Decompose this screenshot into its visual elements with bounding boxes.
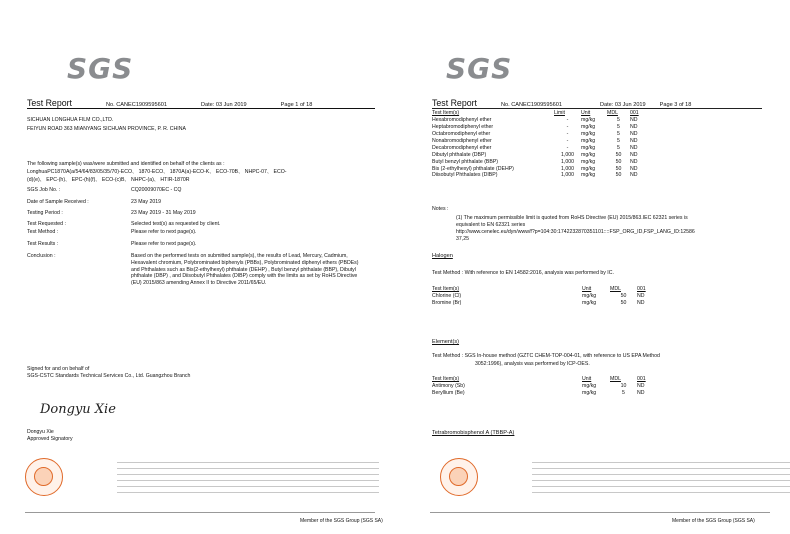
fine-print [117, 480, 379, 483]
cell: 50 [620, 300, 627, 307]
info-label: Test Requested : [27, 221, 66, 227]
testing-seal-icon [440, 458, 478, 496]
cell: 5 [622, 390, 625, 397]
report-title: Test Report [27, 98, 72, 108]
cell: Heptabromodiphenyl ether [432, 124, 494, 131]
cell: ND [637, 293, 645, 300]
cell: 50 [615, 165, 622, 172]
cell: mg/kg [582, 390, 597, 397]
cell: ND [630, 172, 638, 179]
page-header [27, 98, 375, 108]
cell: 50 [620, 293, 627, 300]
cell: mg/kg [582, 383, 597, 390]
cell: ND [630, 158, 638, 165]
col-header: 001 [637, 286, 646, 293]
col-header: Test Item(s) [432, 376, 460, 383]
note-line: 37,25 [456, 236, 469, 242]
fine-print [532, 474, 790, 477]
cell: mg/kg [581, 131, 596, 138]
legal-footer [440, 458, 790, 498]
report-title: Test Report [432, 98, 477, 108]
note-line: http://www.cenelec.eu/dyn/www/f?p=104:30:1742232870351101::::FSP_ORG_ID,FSP_LANG_ID:12586 [456, 229, 695, 235]
table-header-row [432, 110, 662, 117]
fine-print [117, 492, 379, 495]
fine-print [117, 468, 379, 471]
cell: - [566, 131, 569, 138]
cell: ND [630, 117, 638, 124]
info-value: Selected test(s) as requested by client. [131, 221, 221, 227]
element-table [432, 376, 667, 397]
header-rule [432, 108, 762, 109]
cell: ND [630, 165, 638, 172]
col-header: MDL [607, 110, 618, 117]
table-row [432, 383, 667, 390]
signer-title: Approved Signatory [27, 436, 73, 442]
page-number: Page 1 of 18 [280, 102, 313, 108]
fine-print [532, 492, 790, 495]
tbbpa-title: Tetrabromobisphenol A (TBBP-A) [432, 430, 515, 436]
report-date: Date: 03 Jun 2019 [599, 102, 646, 108]
info-label: Testing Period : [27, 210, 63, 216]
cell: mg/kg [581, 158, 596, 165]
col-header: 001 [630, 110, 639, 117]
col-header: Limit [554, 110, 565, 117]
testing-seal-icon [25, 458, 63, 496]
cell: mg/kg [582, 293, 597, 300]
fine-print [532, 480, 790, 483]
cell: Hexabromodiphenyl ether [432, 117, 492, 124]
table-row [432, 165, 662, 172]
notes-label: Notes : [432, 206, 449, 212]
halogen-method: Test Method : With reference to EN 14582:2016, analysis was performed by IC. [432, 270, 614, 276]
member-text: Member of the SGS Group (SGS SA) [672, 518, 755, 524]
cell: 5 [617, 144, 620, 151]
cell: Beryllium (Be) [432, 390, 465, 397]
signature: Dongyu Xie [40, 402, 116, 417]
cell: - [566, 117, 569, 124]
col-header: Unit [581, 110, 591, 117]
sgs-logo: SGS [67, 52, 134, 85]
table-row [432, 158, 662, 165]
col-header: MDL [610, 286, 621, 293]
table-row [432, 390, 667, 397]
note-line: (1) The maximum permissible limit is quoted from RoHS Directive (EU) 2015/863.IEC 62321 series is [456, 215, 688, 221]
info-value: Please refer to next page(s). [131, 241, 197, 247]
cell: Antimony (Sb) [432, 383, 465, 390]
samples-line-1: LonghuaPC1870A(a/54/64/83/05/35/70)-ECO、 1870-ECO、 1870A(a)-ECO-K、 ECO-70B、 NHPC-07、 ECO- [27, 169, 287, 175]
page-header [432, 98, 762, 108]
fine-print [117, 486, 379, 489]
samples-line-2: (d)(e)、 EPC-(h)、 EPC-(h)(f)、 ECO-(c)B、 NHPC-(a)、 HTIR-1870R [27, 177, 190, 183]
table-row [432, 124, 662, 131]
col-header: Test Item(s) [432, 110, 460, 117]
signer-name: Dongyu Xie [27, 429, 54, 435]
info-label: Test Method : [27, 229, 59, 235]
info-value: 23 May 2019 - 31 May 2019 [131, 210, 196, 216]
cell: 5 [617, 131, 620, 138]
footer-rule [25, 512, 375, 513]
table-row [432, 300, 667, 307]
cell: 50 [615, 172, 622, 179]
cell: 50 [615, 158, 622, 165]
cell: ND [637, 383, 645, 390]
cell: ND [630, 151, 638, 158]
cell: 5 [617, 117, 620, 124]
cell: 10 [620, 383, 627, 390]
company-name: SICHUAN LONGHUA FILM CO.,LTD. [27, 117, 114, 123]
cell: mg/kg [581, 117, 596, 124]
cell: 1,000 [561, 165, 574, 172]
table-header-row [432, 376, 667, 383]
note-line: equivalent to EN 62321 series [456, 222, 526, 228]
fine-print [532, 462, 790, 465]
cell: - [566, 138, 569, 144]
table-row [432, 144, 662, 151]
info-value: CQ20009070EC - CQ [131, 187, 182, 193]
col-header: Unit [582, 286, 592, 293]
info-label: SGS Job No. : [27, 187, 61, 193]
fine-print [117, 462, 379, 465]
col-header: Test Item(s) [432, 286, 460, 293]
cell: Butyl benzyl phthalate (BBP) [432, 158, 499, 165]
cell: ND [630, 131, 638, 138]
table-row [432, 293, 667, 300]
conclusion-text: Based on the performed tests on submitted sample(s), the results of Lead, Mercury, Cadmium, Hexavalent chromium, Polybrominated biphenyls (PBBs), Polybrominated diphenyl ethers (PBDEs) and Phthalates such as Bis(2-ethylhexyl) phthalate (DEHP) , Butyl benzyl phthalate (BBP), Dibutyl phthalate (DBP) , and Diisobutyl Phthalates (DIBP) comply with the limits as set by RoHS Directive (EU) 2015/863 amending Annex II to Directive 2011/65/EU. [131, 253, 359, 287]
signed-line-1: Signed for and on behalf of [27, 366, 90, 372]
col-header: Unit [582, 376, 592, 383]
table-row [432, 138, 662, 145]
table-row [432, 131, 662, 138]
halogen-table [432, 286, 667, 307]
info-label: Date of Sample Received : [27, 199, 89, 205]
table-row [432, 172, 662, 179]
cell: mg/kg [582, 300, 597, 307]
col-header: MDL [610, 376, 621, 383]
cell: 1,000 [561, 158, 574, 165]
report-number: No. CANEC1909595601 [500, 102, 562, 108]
cell: 1,000 [561, 172, 574, 179]
fine-print [532, 486, 790, 489]
cell: Diisobutyl Phthalates (DIBP) [432, 172, 498, 179]
cell: ND [630, 138, 638, 144]
member-text: Member of the SGS Group (SGS SA) [300, 518, 383, 524]
company-address: FEIYUN ROAD 363 MIANYANG SICHUAN PROVINCE, P. R. CHINA [27, 126, 186, 132]
element-method-line-1: Test Method : SGS In-house method (GZTC CHEM-TOP-004-01, with reference to US EPA Method [432, 353, 660, 359]
page-number: Page 3 of 18 [659, 102, 692, 108]
signed-line-2: SGS-CSTC Standards Technical Services Co., Ltd. Guangzhou Branch [27, 373, 191, 379]
cell: 1,000 [561, 151, 574, 158]
cell: - [566, 124, 569, 131]
col-header: 001 [637, 376, 646, 383]
fine-print [532, 468, 790, 471]
cell: Bis (2-ethylhexyl) phthalate (DEHP) [432, 165, 514, 172]
cell: mg/kg [581, 144, 596, 151]
cell: Bromine (Br) [432, 300, 462, 307]
intro-text: The following sample(s) was/were submitted and identified on behalf of the clients as : [27, 161, 225, 167]
element-title: Element(s) [432, 339, 460, 345]
cell: 50 [615, 151, 622, 158]
header-rule [27, 108, 375, 109]
footer-rule [430, 512, 770, 513]
info-value: Please refer to next page(s). [131, 229, 197, 235]
results-table [432, 110, 662, 179]
cell: ND [630, 144, 638, 151]
cell: mg/kg [581, 165, 596, 172]
cell: mg/kg [581, 172, 596, 179]
cell: Decabromodiphenyl ether [432, 144, 492, 151]
cell: Octabromodiphenyl ether [432, 131, 491, 138]
conclusion-label: Conclusion : [27, 253, 56, 259]
cell: mg/kg [581, 151, 596, 158]
cell: Chlorine (Cl) [432, 293, 462, 300]
legal-footer [25, 458, 390, 498]
cell: ND [630, 124, 638, 131]
cell: Dibutyl phthalate (DBP) [432, 151, 487, 158]
cell: mg/kg [581, 124, 596, 131]
table-row [432, 151, 662, 158]
cell: 5 [617, 138, 620, 144]
cell: ND [637, 390, 645, 397]
report-number: No. CANEC1909595601 [105, 102, 167, 108]
table-header-row [432, 286, 667, 293]
cell: 5 [617, 124, 620, 131]
cell: Nonabromodiphenyl ether [432, 138, 492, 144]
info-label: Test Results : [27, 241, 59, 247]
report-date: Date: 03 Jun 2019 [200, 102, 247, 108]
element-method-line-2: 3052:1996), analysis was performed by ICP-OES. [475, 361, 590, 367]
info-value: 23 May 2019 [131, 199, 161, 205]
cell: mg/kg [581, 138, 596, 144]
halogen-title: Halogen [432, 253, 453, 259]
sgs-logo: SGS [446, 52, 513, 85]
fine-print [117, 474, 379, 477]
cell: ND [637, 300, 645, 307]
cell: - [566, 144, 569, 151]
table-row [432, 117, 662, 124]
